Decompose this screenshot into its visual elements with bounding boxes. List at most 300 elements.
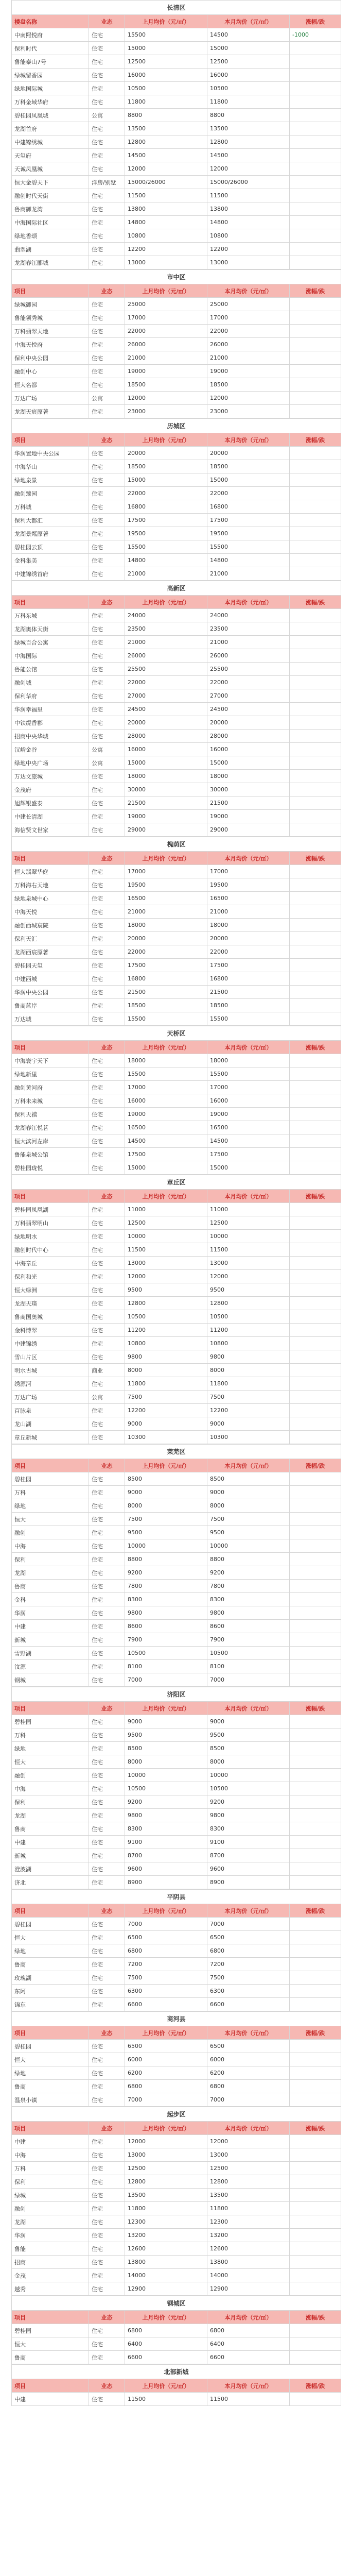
- project-name: 玫瑰湖: [12, 1971, 89, 1985]
- table-row: [12, 1728, 341, 1742]
- header-change: 涨幅/跌: [290, 15, 341, 28]
- property-type: 住宅: [89, 2093, 125, 2107]
- project-name: 锦东: [12, 1998, 89, 2011]
- price-change: [290, 1134, 341, 1148]
- header-curr-price: 本月均价（元/㎡）: [207, 1702, 290, 1715]
- curr-price: 9000: [207, 1417, 290, 1431]
- prev-price: 6600: [125, 1998, 207, 2011]
- property-type: 公寓: [89, 756, 125, 770]
- project-name: 旭辉银盛泰: [12, 796, 89, 810]
- curr-price: 9200: [207, 1795, 290, 1809]
- prev-price: 13000: [125, 2148, 207, 2162]
- project-name: 万科金域华府: [12, 95, 89, 109]
- property-type: 住宅: [89, 1647, 125, 1660]
- property-type: 住宅: [89, 1404, 125, 1417]
- project-name: 中海国际: [12, 649, 89, 663]
- curr-price: 7000: [207, 2093, 290, 2107]
- project-name: 龙湖天宸原著: [12, 405, 89, 418]
- prev-price: 8000: [125, 1364, 207, 1377]
- prev-price: 10000: [125, 1539, 207, 1553]
- project-name: 鲁能: [12, 2242, 89, 2256]
- curr-price: 18000: [207, 770, 290, 783]
- table-row: [12, 1620, 341, 1633]
- table-row: [12, 756, 341, 770]
- property-type: 住宅: [89, 325, 125, 338]
- price-change: [290, 2324, 341, 2337]
- property-type: 住宅: [89, 1054, 125, 1067]
- property-type: 住宅: [89, 189, 125, 202]
- curr-price: 15000: [207, 473, 290, 487]
- property-type: 住宅: [89, 1324, 125, 1337]
- curr-price: 25500: [207, 663, 290, 676]
- header-curr-price: 本月均价（元/㎡）: [207, 284, 290, 298]
- project-name: 金科: [12, 1593, 89, 1606]
- district-table: [11, 269, 341, 418]
- table-header-row: [12, 1904, 341, 1918]
- prev-price: 7500: [125, 1971, 207, 1985]
- table-header-row: [12, 2379, 341, 2393]
- price-change: [290, 1715, 341, 1728]
- project-name: 绿地明水: [12, 1230, 89, 1243]
- prev-price: 16800: [125, 500, 207, 514]
- price-change: [290, 2242, 341, 2256]
- price-change: [290, 95, 341, 109]
- price-change: [290, 135, 341, 149]
- district-title: 平阴县: [12, 1890, 341, 1904]
- prev-price: 6300: [125, 1985, 207, 1998]
- prev-price: 12900: [125, 2282, 207, 2296]
- project-name: 中铁缇香郡: [12, 716, 89, 730]
- curr-price: 24500: [207, 703, 290, 716]
- price-change: [290, 1660, 341, 1673]
- price-change: [290, 351, 341, 365]
- table-row: [12, 405, 341, 418]
- district-table: [11, 1175, 341, 1444]
- curr-price: 15000: [207, 756, 290, 770]
- price-change: [290, 460, 341, 473]
- header-type: 业态: [89, 1459, 125, 1472]
- table-row: [12, 1660, 341, 1673]
- table-row: [12, 2242, 341, 2256]
- property-type: 住宅: [89, 1377, 125, 1391]
- property-type: 住宅: [89, 945, 125, 959]
- curr-price: 16000: [207, 69, 290, 82]
- price-change: [290, 1324, 341, 1337]
- price-change: [290, 189, 341, 202]
- curr-price: 12000: [207, 162, 290, 176]
- property-type: 住宅: [89, 1593, 125, 1606]
- property-type: 住宅: [89, 378, 125, 392]
- price-change: [290, 878, 341, 892]
- district-table: [11, 1444, 341, 1687]
- project-name: 绿地泉景: [12, 473, 89, 487]
- curr-price: 26000: [207, 338, 290, 351]
- table-row: [12, 1809, 341, 1822]
- prev-price: 26000: [125, 649, 207, 663]
- price-change: [290, 2189, 341, 2202]
- price-change: [290, 756, 341, 770]
- price-change: [290, 55, 341, 69]
- curr-price: 8500: [207, 1472, 290, 1486]
- property-type: 住宅: [89, 2242, 125, 2256]
- property-type: 住宅: [89, 2066, 125, 2080]
- project-name: 恒大金碧天下: [12, 176, 89, 189]
- property-type: 住宅: [89, 796, 125, 810]
- table-row: [12, 2175, 341, 2189]
- header-curr-price: 本月均价（元/㎡）: [207, 1041, 290, 1054]
- header-type: 业态: [89, 1904, 125, 1918]
- project-name: 中建锦绣城: [12, 135, 89, 149]
- prev-price: 7200: [125, 1958, 207, 1971]
- project-name: 万科城: [12, 500, 89, 514]
- header-project: 项目: [12, 1459, 89, 1472]
- prev-price: 9800: [125, 1809, 207, 1822]
- table-row: [12, 1472, 341, 1486]
- prev-price: 18500: [125, 460, 207, 473]
- price-change: [290, 1148, 341, 1161]
- price-change: [290, 2162, 341, 2175]
- header-change: 涨幅/跌: [290, 1904, 341, 1918]
- price-change: [290, 405, 341, 418]
- property-type: 住宅: [89, 1243, 125, 1257]
- district-table: [11, 2296, 341, 2364]
- project-name: 中海: [12, 1539, 89, 1553]
- table-row: [12, 2229, 341, 2242]
- curr-price: 13500: [207, 122, 290, 135]
- district-title: 起步区: [12, 2107, 341, 2122]
- price-change: [290, 82, 341, 95]
- prev-price: 10500: [125, 1782, 207, 1795]
- curr-price: 11800: [207, 1377, 290, 1391]
- project-name: 温泉小镇: [12, 2093, 89, 2107]
- project-name: 碧桂园珑悦: [12, 1161, 89, 1175]
- prev-price: 13800: [125, 202, 207, 216]
- table-row: [12, 1203, 341, 1216]
- curr-price: 12900: [207, 2282, 290, 2296]
- project-name: 恒大绿洲: [12, 1283, 89, 1297]
- prev-price: 11800: [125, 1377, 207, 1391]
- header-curr-price: 本月均价（元/㎡）: [207, 1904, 290, 1918]
- prev-price: 6800: [125, 1944, 207, 1958]
- property-type: 住宅: [89, 2256, 125, 2269]
- district-title: 槐荫区: [12, 837, 341, 852]
- prev-price: 10000: [125, 1769, 207, 1782]
- header-project: 项目: [12, 596, 89, 609]
- project-name: 绿地新里: [12, 1067, 89, 1081]
- table-row: [12, 609, 341, 622]
- project-name: 万科: [12, 2162, 89, 2175]
- prev-price: 22000: [125, 945, 207, 959]
- price-change: [290, 1513, 341, 1526]
- header-type: 业态: [89, 1702, 125, 1715]
- project-name: 鲁能泉城公馆: [12, 1148, 89, 1161]
- prev-price: 25000: [125, 298, 207, 311]
- curr-price: 11500: [207, 1243, 290, 1257]
- prev-price: 18500: [125, 999, 207, 1012]
- table-row: [12, 1958, 341, 1971]
- price-change: [290, 325, 341, 338]
- curr-price: 8100: [207, 1660, 290, 1673]
- project-name: 中海华山: [12, 460, 89, 473]
- project-name: 保利大都汇: [12, 514, 89, 527]
- price-change: [290, 783, 341, 796]
- property-type: 住宅: [89, 1971, 125, 1985]
- prev-price: 9500: [125, 1526, 207, 1539]
- price-change: [290, 622, 341, 636]
- prev-price: 7500: [125, 1391, 207, 1404]
- property-type: 住宅: [89, 1310, 125, 1324]
- table-row: [12, 1918, 341, 1931]
- property-type: 住宅: [89, 2324, 125, 2337]
- property-type: 住宅: [89, 2393, 125, 2406]
- header-project: 项目: [12, 852, 89, 865]
- price-change: [290, 1337, 341, 1350]
- property-type: 住宅: [89, 2351, 125, 2364]
- project-name: 碧桂园: [12, 2040, 89, 2053]
- prev-price: 20000: [125, 932, 207, 945]
- project-name: 绿地: [12, 1944, 89, 1958]
- curr-price: 9000: [207, 1715, 290, 1728]
- table-row: [12, 1931, 341, 1944]
- prev-price: 7900: [125, 1633, 207, 1647]
- curr-price: 20000: [207, 716, 290, 730]
- price-change: [290, 1081, 341, 1094]
- prev-price: 10500: [125, 82, 207, 95]
- prev-price: 12200: [125, 1404, 207, 1417]
- price-change: [290, 1161, 341, 1175]
- curr-price: 24000: [207, 609, 290, 622]
- header-change: 涨幅/跌: [290, 2311, 341, 2324]
- price-change: [290, 1431, 341, 1444]
- property-type: 公寓: [89, 1391, 125, 1404]
- project-name: 碧桂园: [12, 1918, 89, 1931]
- price-change: [290, 1350, 341, 1364]
- curr-price: 16800: [207, 972, 290, 986]
- curr-price: 12000: [207, 2135, 290, 2148]
- price-change: [290, 473, 341, 487]
- prev-price: 16500: [125, 1121, 207, 1134]
- curr-price: 11500: [207, 2393, 290, 2406]
- table-header-row: [12, 852, 341, 865]
- table-row: [12, 1606, 341, 1620]
- project-name: 华润置地中央公园: [12, 447, 89, 460]
- curr-price: 27000: [207, 689, 290, 703]
- property-type: 住宅: [89, 122, 125, 135]
- price-change: [290, 945, 341, 959]
- header-change: 涨幅/跌: [290, 2122, 341, 2135]
- property-type: 住宅: [89, 554, 125, 567]
- curr-price: 22000: [207, 945, 290, 959]
- project-name: 龙湖: [12, 1809, 89, 1822]
- table-row: [12, 473, 341, 487]
- prev-price: 18000: [125, 919, 207, 932]
- price-change: [290, 2256, 341, 2269]
- header-prev-price: 上月均价（元/㎡）: [125, 852, 207, 865]
- property-type: 公寓: [89, 392, 125, 405]
- price-change: [290, 69, 341, 82]
- table-row: [12, 663, 341, 676]
- table-row: [12, 176, 341, 189]
- project-name: 保利华府: [12, 689, 89, 703]
- table-row: [12, 622, 341, 636]
- table-row: [12, 1350, 341, 1364]
- header-project: 项目: [12, 2379, 89, 2393]
- curr-price: 11800: [207, 2202, 290, 2215]
- prev-price: 10300: [125, 1431, 207, 1444]
- table-row: [12, 770, 341, 783]
- project-name: 万科: [12, 1728, 89, 1742]
- header-curr-price: 本月均价（元/㎡）: [207, 15, 290, 28]
- property-type: 住宅: [89, 1539, 125, 1553]
- prev-price: 17000: [125, 311, 207, 325]
- prev-price: 13000: [125, 256, 207, 269]
- project-name: 碧桂园云顶: [12, 540, 89, 554]
- project-name: 万科: [12, 1486, 89, 1499]
- curr-price: 10000: [207, 1769, 290, 1782]
- district-table: [11, 581, 341, 837]
- price-change: [290, 1862, 341, 1876]
- property-type: 住宅: [89, 1257, 125, 1270]
- prev-price: 22000: [125, 325, 207, 338]
- district-table: [11, 0, 341, 269]
- prev-price: 8500: [125, 1742, 207, 1755]
- district-title: 高新区: [12, 581, 341, 596]
- table-row: [12, 1862, 341, 1876]
- curr-price: 10500: [207, 82, 290, 95]
- property-type: 住宅: [89, 892, 125, 905]
- project-name: 保利和光: [12, 1270, 89, 1283]
- price-change: [290, 1553, 341, 1566]
- property-type: 住宅: [89, 999, 125, 1012]
- header-curr-price: 本月均价（元/㎡）: [207, 596, 290, 609]
- property-type: 住宅: [89, 959, 125, 972]
- property-type: 住宅: [89, 1472, 125, 1486]
- prev-price: 9100: [125, 1836, 207, 1849]
- prev-price: 18000: [125, 770, 207, 783]
- header-prev-price: 上月均价（元/㎡）: [125, 2122, 207, 2135]
- table-header-row: [12, 2122, 341, 2135]
- curr-price: 10800: [207, 229, 290, 243]
- table-row: [12, 2162, 341, 2175]
- curr-price: 9500: [207, 1283, 290, 1297]
- prev-price: 13800: [125, 2256, 207, 2269]
- prev-price: 11500: [125, 189, 207, 202]
- project-name: 保利时代: [12, 42, 89, 55]
- curr-price: 20000: [207, 447, 290, 460]
- price-change: [290, 959, 341, 972]
- project-name: 恒大滨河左岸: [12, 1134, 89, 1148]
- price-change: [290, 1108, 341, 1121]
- table-row: [12, 1513, 341, 1526]
- project-name: 融创中心: [12, 365, 89, 378]
- table-row: [12, 1243, 341, 1257]
- district-table: [11, 418, 341, 581]
- prev-price: 22000: [125, 676, 207, 689]
- price-change: [290, 298, 341, 311]
- property-type: 住宅: [89, 473, 125, 487]
- table-row: [12, 1795, 341, 1809]
- prev-price: 15000: [125, 473, 207, 487]
- header-prev-price: 上月均价（元/㎡）: [125, 1702, 207, 1715]
- price-change: [290, 1836, 341, 1849]
- property-type: 住宅: [89, 649, 125, 663]
- property-type: 住宅: [89, 2202, 125, 2215]
- table-row: [12, 1134, 341, 1148]
- district-table: [11, 2011, 341, 2107]
- district-title: 钢城区: [12, 2296, 341, 2311]
- table-row: [12, 216, 341, 229]
- price-change: [290, 2215, 341, 2229]
- curr-price: 6800: [207, 2324, 290, 2337]
- table-row: [12, 500, 341, 514]
- property-type: 住宅: [89, 1108, 125, 1121]
- prev-price: 14800: [125, 554, 207, 567]
- table-row: [12, 1012, 341, 1026]
- table-row: [12, 649, 341, 663]
- property-type: 住宅: [89, 932, 125, 945]
- table-row: [12, 95, 341, 109]
- curr-price: 11000: [207, 1203, 290, 1216]
- header-change: 涨幅/跌: [290, 1041, 341, 1054]
- project-name: 万达广场: [12, 392, 89, 405]
- table-row: [12, 689, 341, 703]
- property-type: 住宅: [89, 622, 125, 636]
- property-type: 住宅: [89, 1998, 125, 2011]
- prev-price: 6500: [125, 2040, 207, 2053]
- header-change: 涨幅/跌: [290, 1702, 341, 1715]
- curr-price: 6300: [207, 1985, 290, 1998]
- table-row: [12, 229, 341, 243]
- curr-price: 15000: [207, 42, 290, 55]
- table-row: [12, 823, 341, 837]
- district-title: 市中区: [12, 270, 341, 284]
- table-row: [12, 2040, 341, 2053]
- curr-price: 8800: [207, 1553, 290, 1566]
- project-name: 保利: [12, 1795, 89, 1809]
- prev-price: 21500: [125, 796, 207, 810]
- table-row: [12, 1971, 341, 1985]
- header-project: 项目: [12, 2026, 89, 2040]
- table-row: [12, 1081, 341, 1094]
- price-change: [290, 1742, 341, 1755]
- header-project: 项目: [12, 2311, 89, 2324]
- project-name: 绿地: [12, 1499, 89, 1513]
- price-change: [290, 1377, 341, 1391]
- project-name: 中海: [12, 1782, 89, 1795]
- header-curr-price: 本月均价（元/㎡）: [207, 1190, 290, 1203]
- price-change: [290, 865, 341, 878]
- property-type: 住宅: [89, 1620, 125, 1633]
- property-type: 住宅: [89, 162, 125, 176]
- table-row: [12, 636, 341, 649]
- prev-price: 24500: [125, 703, 207, 716]
- curr-price: 15000/26000: [207, 176, 290, 189]
- price-change: [290, 663, 341, 676]
- project-name: 融创时代中心: [12, 1243, 89, 1257]
- curr-price: 12000: [207, 1270, 290, 1283]
- property-type: 住宅: [89, 663, 125, 676]
- property-type: 住宅: [89, 351, 125, 365]
- property-type: 住宅: [89, 514, 125, 527]
- price-change: [290, 514, 341, 527]
- table-row: [12, 2215, 341, 2229]
- price-change: [290, 1647, 341, 1660]
- header-project: 楼盘名称: [12, 15, 89, 28]
- price-change: [290, 176, 341, 189]
- project-name: 华润幸福里: [12, 703, 89, 716]
- table-row: [12, 311, 341, 325]
- property-type: 住宅: [89, 1350, 125, 1364]
